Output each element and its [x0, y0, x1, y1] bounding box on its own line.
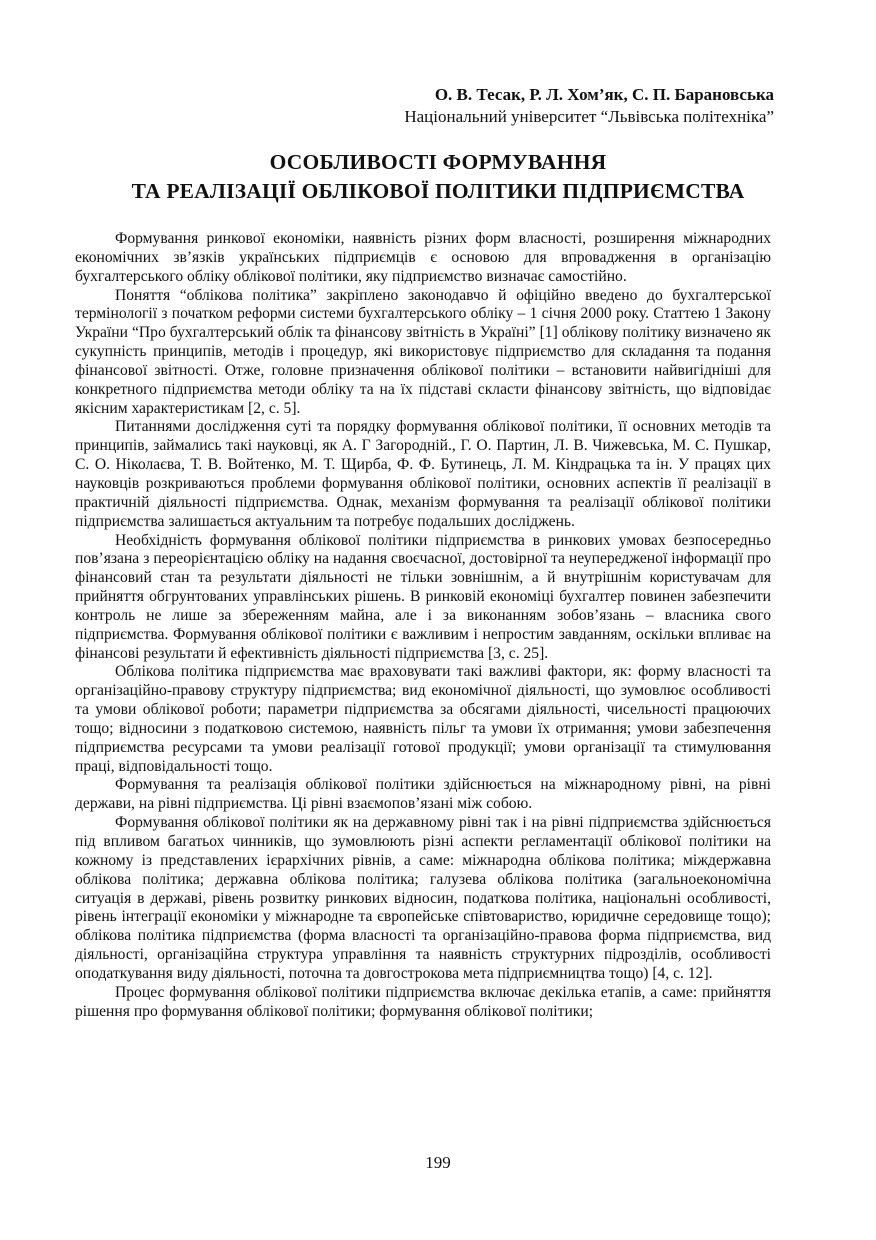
- paragraph: Формування облікової політики як на державному рівні так і на рівні підприємства здійснюється під впливом багатьох чинників, що зумовлюють різні аспекти регламентації облікової політики на кожному із представлених ієрархічних рівнів, а саме: міжнародна облікова політика; міждержавна облікова політика; державна облікова політика; галузева облікова політика (загальноекономічна ситуація в державі, рівень розвитку ринкових відносин, податкова політика, національні особливості, рівень інтеграції економіки у міжнародне та європейське співтовариство, юридичне середовище тощо); облікова політика підприємства (форма власності та організаційно-правова форма підприємства, вид діяльності, організаційна структура управління та наявність структурних підрозділів, особливості оподаткування виду діяльності, поточна та довгострокова мета підприємництва тощо) [4, с. 12].: [75, 814, 771, 982]
- paragraph: Формування та реалізація облікової політики здійснюється на міжнародному рівні, на рівні держави, на рівні підприємства. Ці рівні взаємопов’язані між собою.: [75, 776, 771, 813]
- paragraph: Процес формування облікової політики підприємства включає декілька етапів, а саме: прийняття рішення про формування облікової політики; формування облікової політики;: [75, 983, 771, 1020]
- paragraph: Необхідність формування облікової політики підприємства в ринкових умовах безпосередньо пов’язана з переорієнтацією обліку на надання своєчасної, достовірної та неупередженої інформації про фінансовий стан та результати діяльності не тільки зовнішнім, а й внутрішнім користувачам для прийняття обгрунтованих управлінських рішень. В ринковій економіці бухгалтер повинен забезпечити контроль не лише за збереженням майна, але і за виконанням зобов’язань – власника свого підприємства. Формування облікової політики є важливим і непростим завданням, оскільки впливає на фінансові результати й ефективність діяльності підприємства [3, с. 25].: [75, 531, 771, 662]
- title-line-1: ОСОБЛИВОСТІ ФОРМУВАННЯ: [269, 150, 607, 174]
- affiliation: Національний університет “Львівська політехніка”: [404, 107, 774, 126]
- paragraph: Поняття “облікова політика” закріплено законодавчо й офіційно введено до бухгалтерської термінології з початком реформи системи бухгалтерського обліку – 1 січня 2000 року. Статтею 1 Закону України “Про бухгалтерський облік та фінансову звітність в Україні” [1] облікову політику визначено як сукупність принципів, методів і процедур, які використовує підприємство для складання та подання фінансової звітності. Отже, головне призначення облікової політики – встановити найвигідніші для конкретного підприємства методи обліку та на їх підставі скласти фінансову звітність, що відповідає якісним характеристикам [2, с. 5].: [75, 286, 771, 417]
- page-number: 199: [425, 1153, 451, 1172]
- authors: О. В. Тесак, Р. Л. Хом’як, С. П. Барановська: [434, 85, 774, 104]
- paragraph: Облікова політика підприємства має враховувати такі важливі фактори, як: форму власності та організаційно-правову структуру підприємства; вид економічної діяльності, що зумовлює особливості та умови облікової роботи; параметри підприємства за обсягами діяльності, чисельності працюючих тощо; відносини з податковою системою, наявність пільг та умови їх отримання; умови забезпечення підприємства ресурсами та умови реалізації готової продукції; умови організації та стимулювання праці, відповідальності тощо.: [75, 663, 771, 775]
- article-body: [75, 230, 771, 1021]
- title-line-2: ТА РЕАЛІЗАЦІЇ ОБЛІКОВОЇ ПОЛІТИКИ ПІДПРИЄМСТВА: [131, 179, 745, 203]
- paragraph: Питаннями дослідження суті та порядку формування облікової політики, її основних методів та принципів, займались такі науковці, як А. Г Загородній., Г. О. Партин, Л. В. Чижевська, М. С. Пушкар, С. О. Ніколаєва, Т. В. Войтенко, М. Т. Щирба, Ф. Ф. Бутинець, Л. М. Кіндрацька та ін. У працях цих науковців розкриваються проблеми формування облікової політики, основних аспектів її реалізації в практичній діяльності підприємства. Однак, механізм формування та реалізації облікової політики підприємства залишається актуальним та потребує подальших досліджень.: [75, 418, 771, 530]
- paragraph: Формування ринкової економіки, наявність різних форм власності, розширення міжнародних економічних зв’язків українських підприємців є основою для впровадження в організацію бухгалтерського обліку облікової політики, яку підприємство визначає самостійно.: [75, 230, 771, 285]
